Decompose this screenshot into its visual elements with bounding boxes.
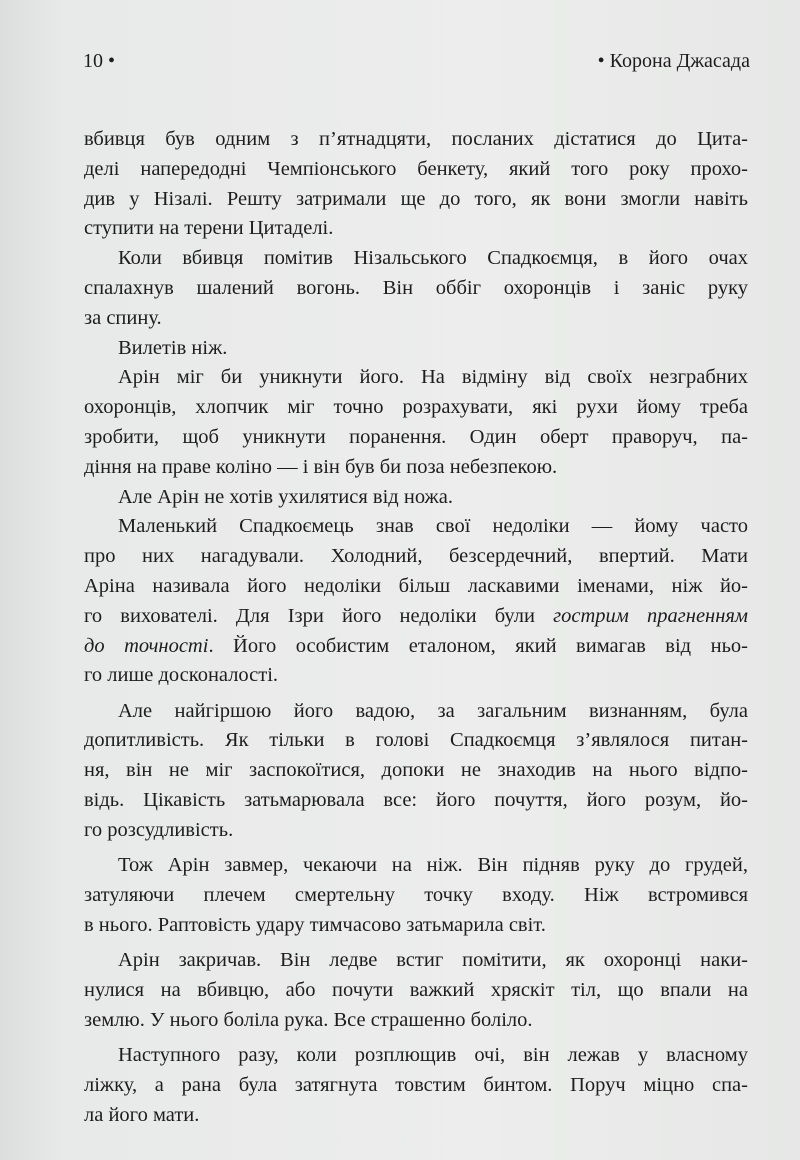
text-line: затуляючи плечем смертельну точку входу. Ніж встромився	[84, 883, 748, 906]
text-line: спалахнув шалений вогонь. Він оббіг охоронців і заніс руку	[84, 276, 748, 299]
text-line: Тож Арін завмер, чекаючи на ніж. Він підняв руку до грудей,	[118, 854, 748, 877]
text-line: землю. У нього боліла рука. Все страшенно боліло.	[84, 1008, 533, 1031]
text-line: делі напередодні Чемпіонського бенкету, який того року прохо-	[84, 157, 748, 180]
text-line: відь. Цікавість затьмарювала все: його почуття, його розум, йо-	[84, 789, 748, 812]
body-text	[84, 125, 748, 1130]
text-line: нулися на вбивцю, або почути важкий хряскіт тіл, що впали на	[84, 978, 748, 1001]
text-line: в нього. Раптовість удару тимчасово затьмарила світ.	[84, 913, 546, 936]
text-line: Але Арін не хотів ухилятися від ножа.	[118, 485, 453, 508]
text-line: зробити, щоб уникнути поранення. Один оберт праворуч, па-	[84, 425, 748, 448]
text-line: Коли вбивця помітив Нізальського Спадкоємця, в його очах	[118, 247, 748, 270]
italic-phrase: гострим прагненням	[553, 604, 749, 627]
text-line: за спину.	[84, 306, 162, 329]
text-line: ня, він не міг заспокоїтися, допоки не знаходив на нього відпо-	[84, 759, 748, 782]
text-line: Але найгіршою його вадою, за загальним визнанням, була	[118, 699, 748, 722]
text-segment: го вихователі. Для Ізри його недоліки були	[84, 604, 554, 627]
text-line: Арін закричав. Він ледве встиг помітити, як охоронці наки-	[118, 949, 748, 972]
text-line	[84, 632, 748, 662]
running-title: • Корона Джасада	[597, 50, 750, 72]
text-line: ступити на терени Цитаделі.	[84, 217, 334, 240]
text-line: вбивця був одним з п’ятнадцяти, посланих дістатися до Цита-	[84, 128, 748, 150]
text-line: Маленький Спадкоємець знав свої недоліки — йому часто	[118, 515, 748, 538]
italic-phrase: до точності	[84, 634, 209, 657]
text-line: го лише досконалості.	[84, 664, 279, 687]
text-line: Вилетів ніж.	[118, 336, 228, 359]
text-line: ла його мати.	[84, 1103, 200, 1126]
text-line: ліжку, а рана була затягнута товстим бинтом. Поруч міцно спа-	[84, 1073, 748, 1096]
text-line: охоронців, хлопчик міг точно розрахувати, які рухи йому треба	[84, 396, 748, 419]
text-line: Наступного разу, коли розплющив очі, він лежав у власному	[118, 1043, 748, 1066]
text-line: Аріна називала його недоліки більш ласкавими іменами, ніж йо-	[84, 574, 748, 597]
text-segment: . Його особистим еталоном, який вимагав від ньо-	[208, 634, 748, 657]
text-line: допитливість. Як тільки в голові Спадкоємця з’являлося питан-	[84, 729, 748, 752]
text-line: див у Нізалі. Решту затримали ще до того, як вони змогли навіть	[84, 187, 748, 210]
text-line	[84, 602, 748, 632]
text-line: діння на праве коліно — і він був би поза небезпекою.	[84, 455, 558, 478]
text-line: го розсудливість.	[84, 818, 234, 841]
page-number: 10 •	[83, 50, 116, 72]
text-line: Арін міг би уникнути його. На відміну від своїх незграбних	[118, 366, 748, 389]
page-header	[83, 50, 750, 74]
text-line: про них нагадували. Холодний, безсердечний, впертий. Мати	[84, 545, 748, 568]
